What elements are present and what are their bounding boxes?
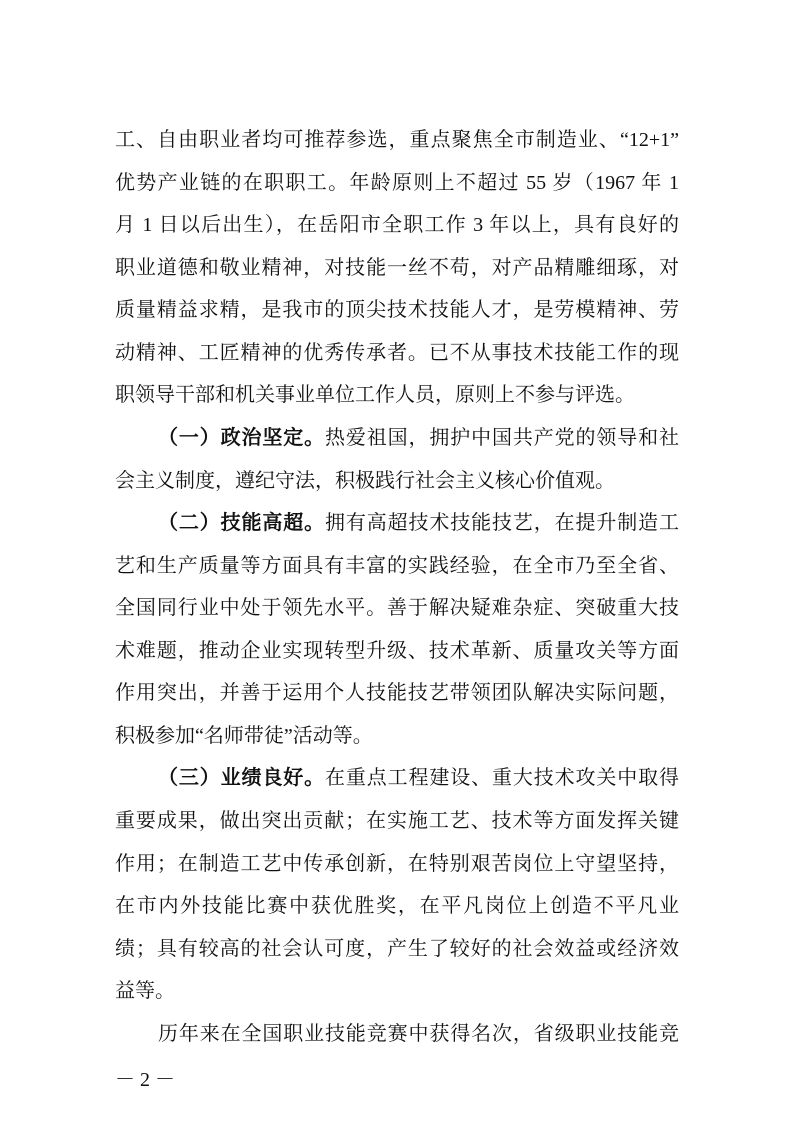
line-text: 历年来在全国职业技能竞赛中获得名次，省级职业技能竞 xyxy=(158,1022,679,1045)
line-text: 重要成果，做出突出贡献；在实施工艺、技术等方面发挥关键 xyxy=(115,810,679,832)
item-two-first-line xyxy=(115,502,679,545)
line-text: 益等。 xyxy=(115,980,175,1003)
line-text: 职业道德和敬业精神，对技能一丝不苟，对产品精雕细琢，对 xyxy=(115,256,679,279)
line-text: 会主义制度，遵纪守法，积极践行社会主义核心价值观。 xyxy=(115,469,615,492)
line-text: 在市内外技能比赛中获优胜奖，在平凡岗位上创造不平凡业 xyxy=(115,895,679,918)
page-number: － 2 － xyxy=(115,1069,175,1091)
line-text: 拥有高超技术技能技艺，在提升制造工 xyxy=(325,512,679,535)
line-text: 作用；在制造工艺中传承创新，在特别艰苦岗位上守望坚持， xyxy=(115,852,679,875)
text-line xyxy=(115,289,679,332)
line-text: 术难题，推动企业实现转型升级、技术革新、质量攻关等方面 xyxy=(115,639,679,662)
text-line xyxy=(115,843,679,886)
line-text: 工、自由职业者均可推荐参选，重点聚焦全市制造业、“12+1” xyxy=(115,129,679,151)
line-text: 绩；具有较高的社会认可度，产生了较好的社会效益或经济效 xyxy=(115,937,679,960)
line-text: 月 1 日以后出生），在岳阳市全职工作 3 年以上，具有良好的 xyxy=(115,214,679,237)
text-line xyxy=(115,672,679,715)
text-line xyxy=(115,119,679,162)
item-heading-performance: （三）业绩良好。 xyxy=(158,767,325,790)
text-line xyxy=(115,715,679,758)
text-line xyxy=(115,247,679,290)
line-text: 质量精益求精，是我市的顶尖技术技能人才，是劳模精神、劳 xyxy=(115,299,679,322)
text-line xyxy=(115,332,679,375)
text-line xyxy=(115,1013,679,1056)
line-text: 在重点工程建设、重大技术攻关中取得 xyxy=(325,767,679,790)
text-line xyxy=(115,928,679,971)
item-heading-political: （一）政治坚定。 xyxy=(158,426,325,449)
line-text: 全国同行业中处于领先水平。善于解决疑难杂症、突破重大技 xyxy=(115,597,679,620)
line-text: 作用突出，并善于运用个人技能技艺带领团队解决实际问题， xyxy=(115,682,679,705)
text-line xyxy=(115,460,679,503)
item-three-first-line xyxy=(115,757,679,800)
text-line xyxy=(115,885,679,928)
item-heading-skills: （二）技能高超。 xyxy=(158,512,325,535)
line-text: 热爱祖国，拥护中国共产党的领导和社 xyxy=(325,426,679,449)
text-line xyxy=(115,587,679,630)
text-line xyxy=(115,162,679,205)
text-line xyxy=(115,204,679,247)
document-body xyxy=(115,119,679,1055)
text-line xyxy=(115,630,679,673)
text-line xyxy=(115,374,679,417)
text-line xyxy=(115,800,679,843)
text-line xyxy=(115,970,679,1013)
line-text: 优势产业链的在职职工。年龄原则上不超过 55 岁（1967 年 1 xyxy=(115,171,679,194)
line-text: 动精神、工匠精神的优秀传承者。已不从事技术技能工作的现 xyxy=(115,341,679,364)
text-line xyxy=(115,545,679,588)
line-text: 积极参加“名师带徒”活动等。 xyxy=(115,724,373,747)
line-text: 艺和生产质量等方面具有丰富的实践经验，在全市乃至全省、 xyxy=(115,554,679,577)
line-text: 职领导干部和机关事业单位工作人员，原则上不参与评选。 xyxy=(115,384,635,407)
item-one-first-line xyxy=(115,417,679,460)
